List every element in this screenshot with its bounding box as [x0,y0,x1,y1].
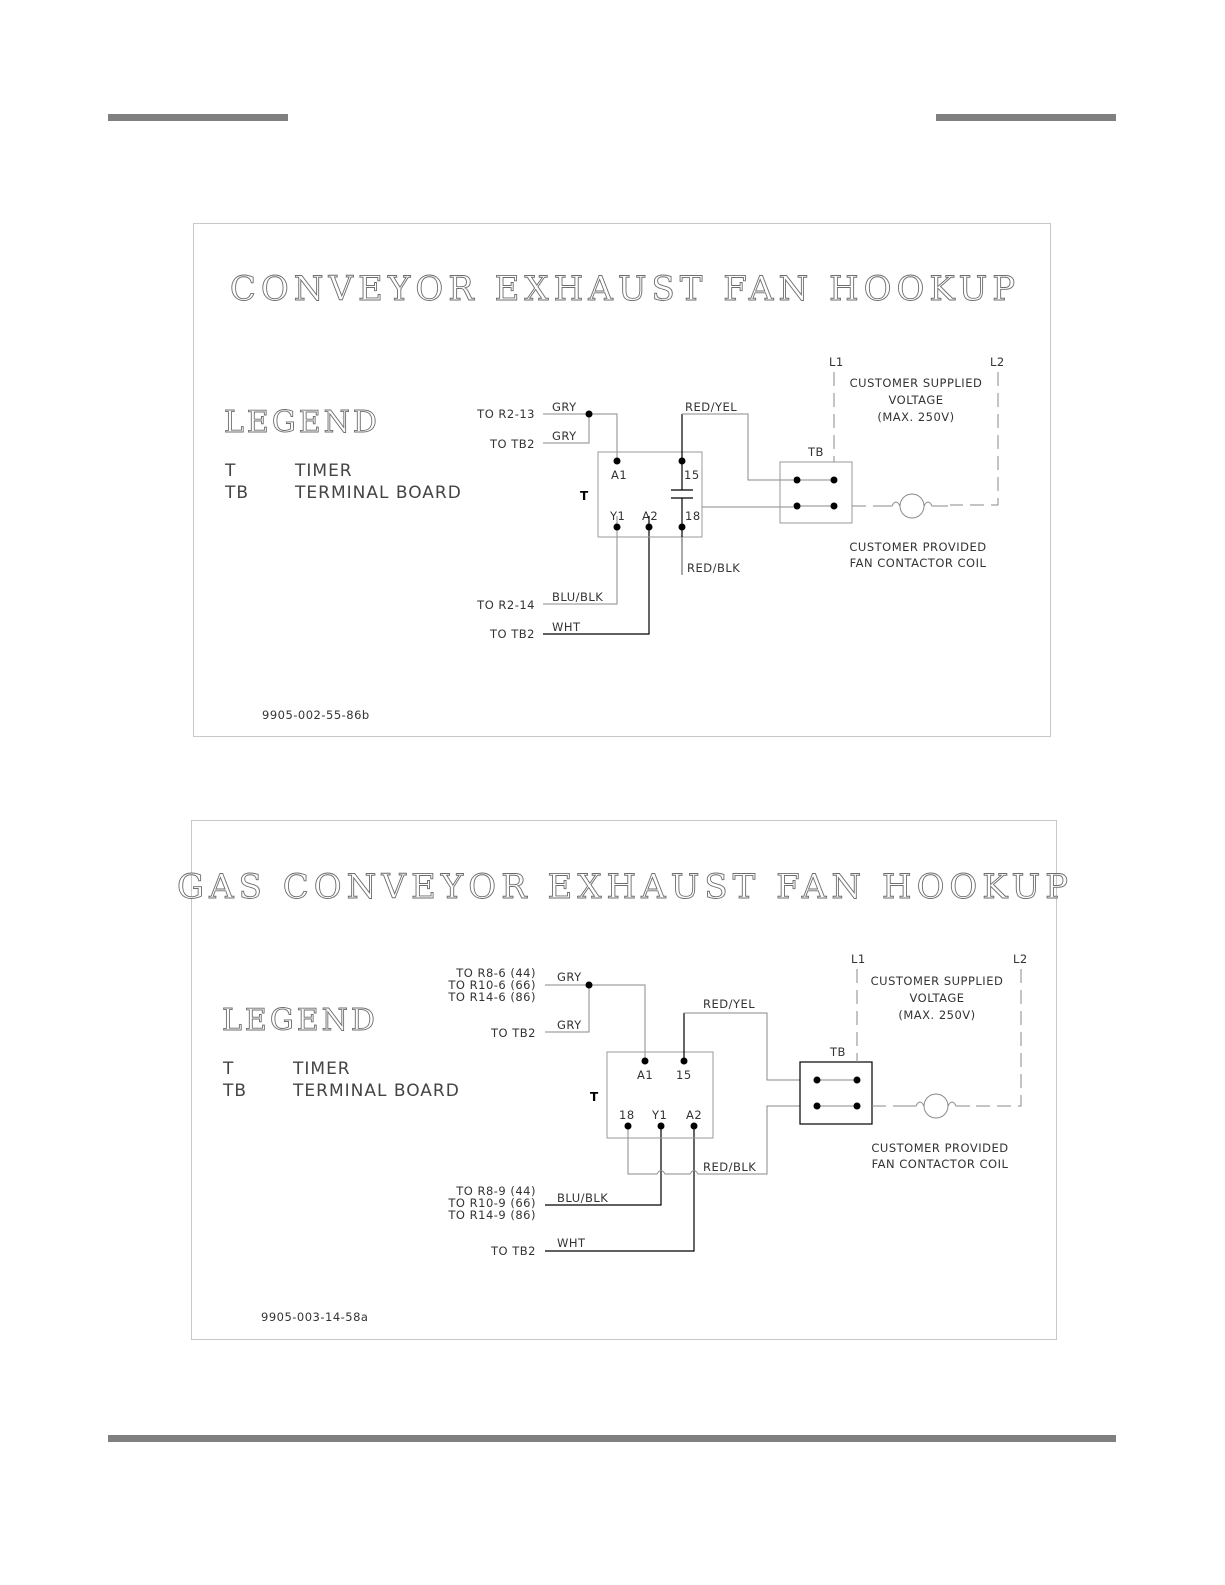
tb-dot-2 [831,477,838,484]
dot-a2 [646,524,653,531]
supply-l2-line [972,969,1021,1106]
legend-desc-terminal-board: TERMINAL BOARD [293,1081,460,1101]
fan-contactor-coil [878,494,948,518]
diagram-conveyor-exhaust-fan [224,269,1020,722]
wire-label-gry-1: GRY [557,970,582,984]
dest-bottom-3: TO R14-9 (86) [448,1208,536,1222]
dest-top-1: TO R8-6 (44) [456,966,536,980]
wire-gry-to-a1 [589,985,645,1061]
dest-top-2: TO R10-6 (66) [448,978,536,992]
terminal-board [800,1062,872,1124]
tb-links [817,1080,857,1106]
dest-tb2-top: TO TB2 [491,1026,536,1040]
wire-label-red-yel: RED/YEL [703,997,756,1011]
dot-y1 [614,524,621,531]
dest-tb2-bottom: TO TB2 [490,627,535,641]
dest-bottom-1: TO R8-9 (44) [456,1184,536,1198]
terminal-18: 18 [619,1108,635,1122]
supply-text-3: (MAX. 250V) [898,1008,976,1022]
terminal-a1: A1 [637,1068,654,1082]
supply-text-1: CUSTOMER SUPPLIED [870,974,1004,988]
label-l1: L1 [851,952,866,966]
diagram-title: GAS CONVEYOR EXHAUST FAN HOOKUP [176,867,1074,907]
junction-gry [586,411,593,418]
dest-bottom-2: TO R10-9 (66) [448,1196,536,1210]
wire-label-blu-blk: BLU/BLK [552,590,604,604]
coil-text-1: CUSTOMER PROVIDED [871,1141,1009,1155]
dot-a1 [614,458,621,465]
wire-label-red-yel: RED/YEL [685,400,738,414]
wire-label-gry-1: GRY [552,400,577,414]
tb-label: TB [808,445,824,459]
terminal-y1: Y1 [652,1108,668,1122]
tb-dot-2 [854,1077,861,1084]
supply-l2-line [950,372,998,505]
dest-tb2-bottom: TO TB2 [491,1244,536,1258]
terminal-y1: Y1 [610,509,626,523]
terminal-board [780,462,852,523]
dot-y1 [658,1123,665,1130]
wire-label-gry-2: GRY [557,1018,582,1032]
label-l2: L2 [1013,952,1028,966]
tb-dot-3 [794,503,801,510]
dot-a2 [691,1123,698,1130]
label-l1: L1 [829,355,844,369]
legend-code-tb: TB [225,483,250,503]
terminal-a2: A2 [642,509,659,523]
junction-gry [586,982,593,989]
legend-heading: LEGEND [224,405,380,440]
dest-r2-13: TO R2-13 [477,407,535,421]
legend-desc-terminal-board: TERMINAL BOARD [295,483,462,503]
legend-code-t: T [225,461,237,481]
dest-tb2-top: TO TB2 [490,437,535,451]
wire-label-gry-2: GRY [552,429,577,443]
dot-15 [679,458,686,465]
tb-links [797,480,834,506]
drawing-number: 9905-003-14-58a [261,1310,369,1324]
terminal-15: 15 [676,1068,692,1082]
terminal-18: 18 [685,509,701,523]
coil-text-2: FAN CONTACTOR COIL [871,1157,1009,1171]
tb-label: TB [830,1045,846,1059]
diagram-gas-conveyor-exhaust-fan [177,867,1073,1324]
label-l2: L2 [990,355,1005,369]
diagram-title: CONVEYOR EXHAUST FAN HOOKUP [229,269,1021,309]
wire-gry-to-a1 [589,414,617,460]
legend-heading: LEGEND [222,1003,378,1038]
timer-label: T [580,489,589,503]
tb-dot-4 [831,503,838,510]
wire-label-blu-blk: BLU/BLK [557,1191,609,1205]
terminal-a2: A2 [686,1108,703,1122]
tb-dot-3 [814,1103,821,1110]
tb-dot-4 [854,1103,861,1110]
wire-label-wht: WHT [552,620,581,634]
supply-text-1: CUSTOMER SUPPLIED [849,376,983,390]
legend-desc-timer: TIMER [295,461,353,481]
dot-a1 [642,1058,649,1065]
tb-dot-1 [814,1077,821,1084]
terminal-a1: A1 [611,468,628,482]
fan-contactor-coil [902,1094,970,1118]
wire-wht [543,516,649,634]
coil-text-2: FAN CONTACTOR COIL [849,556,987,570]
terminal-15: 15 [684,468,700,482]
supply-text-2: VOLTAGE [888,393,944,407]
legend-code-tb: TB [223,1081,248,1101]
wire-wht [545,1126,694,1251]
wire-label-red-blk: RED/BLK [687,561,741,575]
dest-r2-14: TO R2-14 [477,598,535,612]
timer-label: T [590,1090,599,1104]
legend-desc-timer: TIMER [293,1059,351,1079]
supply-text-3: (MAX. 250V) [877,410,955,424]
wire-label-red-blk: RED/BLK [703,1160,757,1174]
dest-top-3: TO R14-6 (86) [448,990,536,1004]
dot-18 [625,1123,632,1130]
dot-18 [679,524,686,531]
dot-15 [681,1058,688,1065]
wire-label-wht: WHT [557,1236,586,1250]
tb-dot-1 [794,477,801,484]
drawing-number: 9905-002-55-86b [262,708,370,722]
coil-text-1: CUSTOMER PROVIDED [849,540,987,554]
legend-code-t: T [223,1059,235,1079]
supply-text-2: VOLTAGE [909,991,965,1005]
wire-red-yel [684,1013,800,1080]
